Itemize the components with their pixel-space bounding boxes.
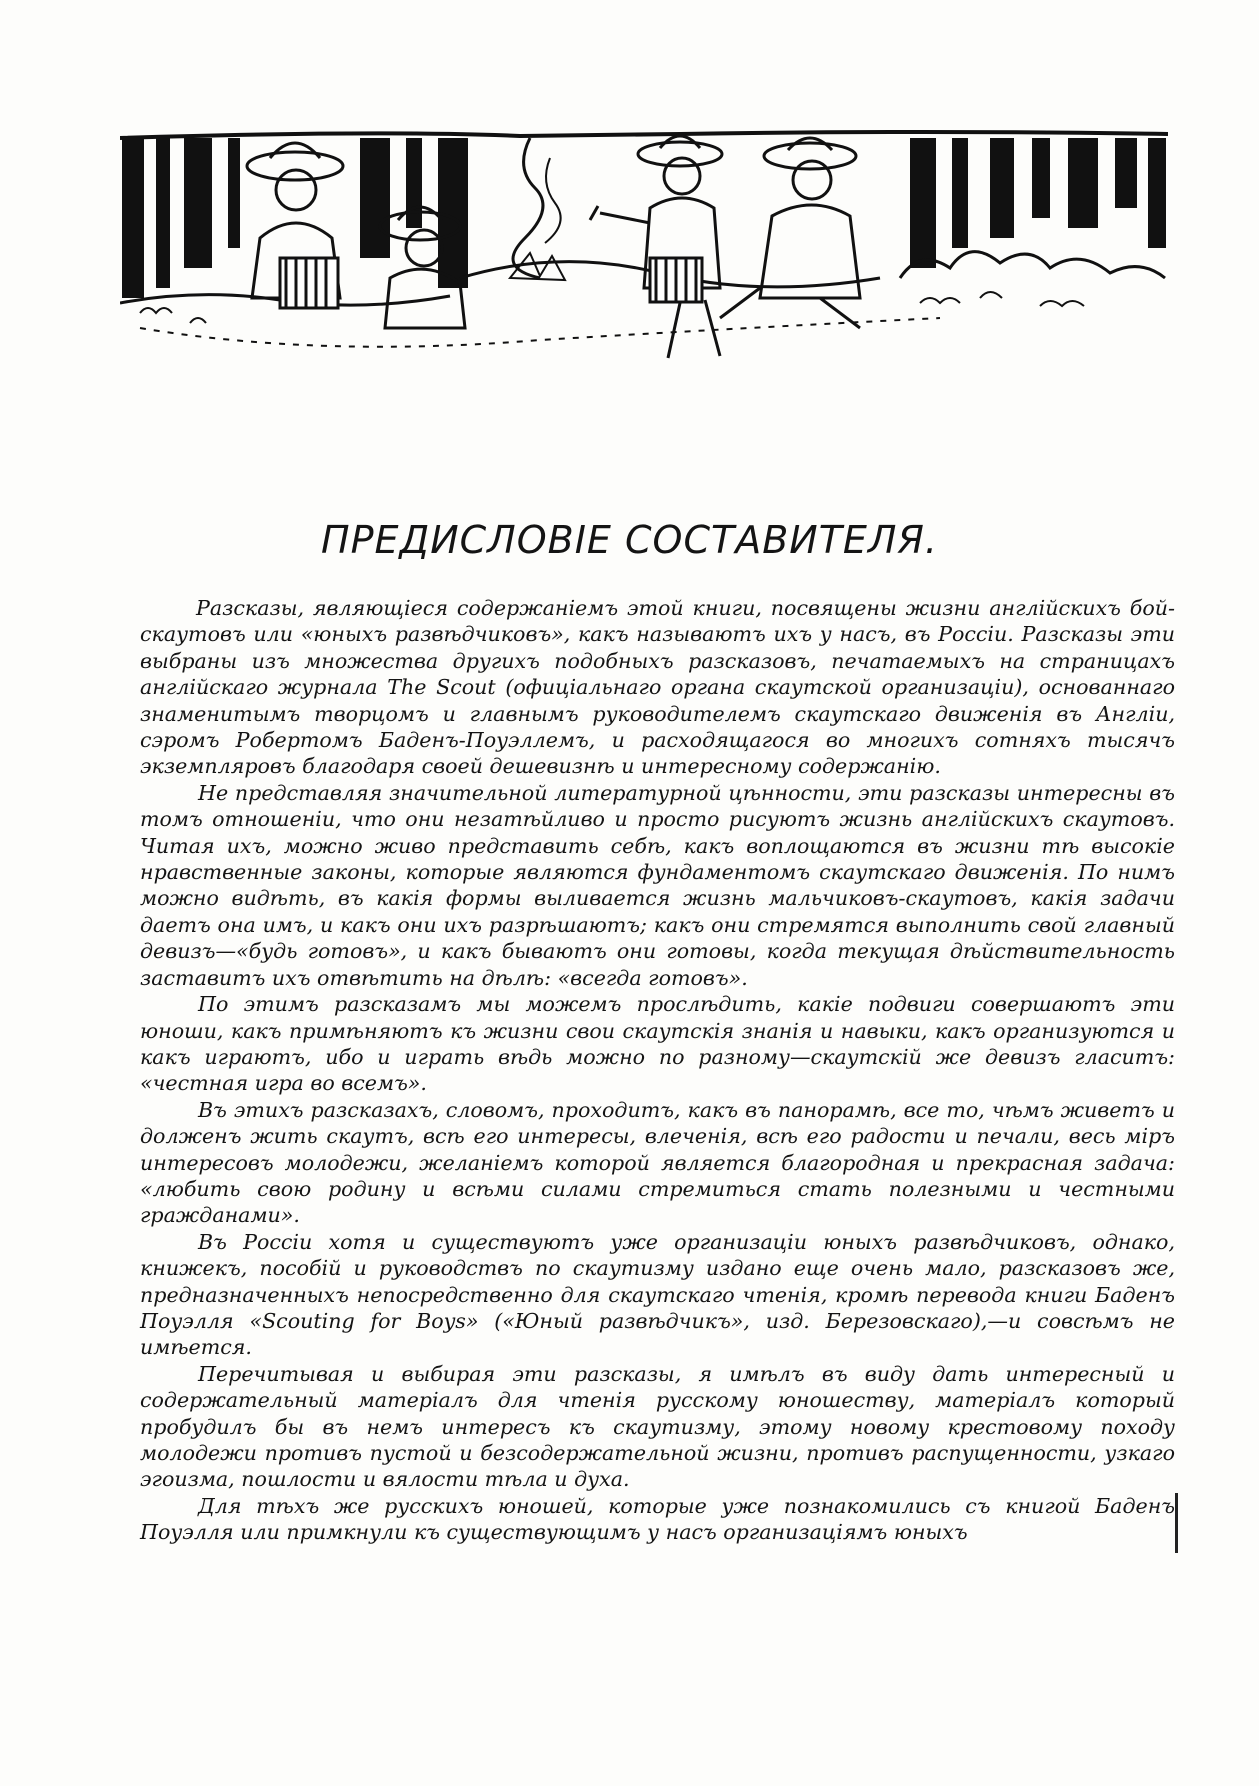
paragraph: По этимъ разсказамъ мы можемъ прослѣдить, какіе подвиги совершаютъ эти юноши, какъ примѣняютъ къ жизни свои скаутскія знанія и навыки, какъ организуются и какъ играютъ, ибо и играть вѣдь можно по разному—скаутскій же девизъ гласитъ: «честная игра во всемъ».: [140, 992, 1175, 1096]
paragraph: Для тѣхъ же русскихъ юношей, которые уже познакомились съ книгой Баденъ Поуэлля или примкнули къ существующимъ у насъ организаціямъ юныхъ: [140, 1493, 1175, 1545]
paragraph: Въ Россіи хотя и существуютъ уже организаціи юныхъ развѣдчиковъ, однако, книжекъ, пособій и руководствъ по скаутизму издано еще очень мало, разсказовъ же, предназначенныхъ непосредственно для скаутскаго чтенія, кромѣ перевода книги Баденъ Поуэлля «Scouting for Boys» («Юный развѣдчикъ», изд. Березовскаго),—и совсѣмъ не имѣется.: [140, 1229, 1175, 1360]
paragraph: Въ этихъ разсказахъ, словомъ, проходитъ, какъ въ панорамѣ, все то, чѣмъ живетъ и долженъ жить скаутъ, всѣ его интересы, влеченія, всѣ его радости и печали, весь міръ интересовъ молодежи, желаніемъ которой является благородная и прекрасная задача: «любить свою родину и всѣми силами стремиться стать полезными и честными гражданами».: [140, 1097, 1175, 1228]
margin-mark: [1175, 1493, 1178, 1553]
scout-campfire-illustration: [120, 128, 1168, 378]
page-title: ПРЕДИСЛОВІЕ СОСТАВИТЕЛЯ.: [321, 518, 938, 562]
preface-body: [140, 595, 1175, 1546]
illustration-drawing: [120, 128, 1168, 378]
paragraph: Разсказы, являющіеся содержаніемъ этой книги, посвящены жизни англійскихъ бой-скаутовъ или «юныхъ развѣдчиковъ», какъ называютъ ихъ у насъ, въ Россіи. Разсказы эти выбраны изъ множества другихъ подобныхъ разсказовъ, печатаемыхъ на страницахъ англійскаго журнала The Scout (офиціальнаго органа скаутской организаціи), основаннаго знаменитымъ творцомъ и главнымъ руководителемъ скаутскаго движенія въ Англіи, сэромъ Робертомъ Баденъ-Поуэллемъ, и расходящагося во многихъ сотняхъ тысячъ экземпляровъ благодаря своей дешевизнѣ и интересному содержанію.: [140, 596, 1175, 779]
paragraph: Не представляя значительной литературной цѣнности, эти разсказы интересны въ томъ отношеніи, что они незатѣйливо и просто рисуютъ жизнь англійскихъ скаутовъ. Читая ихъ, можно живо представить себѣ, какъ воплощаются въ жизни тѣ высокіе нравственные законы, которые являются фундаментомъ скаутскаго движенія. По нимъ можно видѣть, въ какія формы выливается жизнь мальчиковъ-скаутовъ, какія задачи даетъ она имъ, и какъ они ихъ разрѣшаютъ; какъ они стремятся выполнить свой главный девизъ—«будь готовъ», и какъ бываютъ они готовы, когда текущая дѣйствительность заставитъ ихъ отвѣтить на дѣлѣ: «всегда готовъ».: [140, 780, 1175, 990]
paragraph: Перечитывая и выбирая эти разсказы, я имѣлъ въ виду дать интересный и содержательный матеріалъ для чтенія русскому юношеству, матеріалъ который пробудилъ бы въ немъ интересъ къ скаутизму, этому новому крестовому походу молодежи противъ пустой и безсодержательной жизни, противъ распущенности, узкаго эгоизма, пошлости и вялости тѣла и духа.: [140, 1361, 1175, 1492]
